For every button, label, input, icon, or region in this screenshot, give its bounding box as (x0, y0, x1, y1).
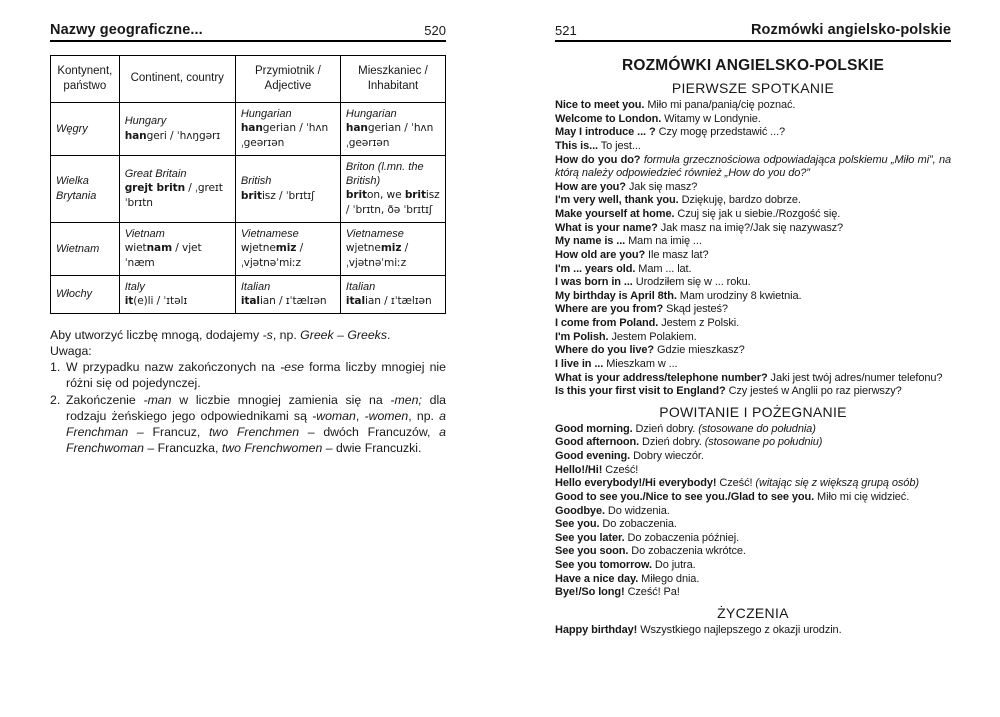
phrase-english: I was born in ... (555, 276, 633, 289)
section-heading: POWITANIE I POŻEGNANIE (659, 403, 847, 420)
phrase-polish: Jestem Polakiem. (611, 330, 697, 343)
phrase-entry (555, 290, 951, 304)
phonetic-transcription: wjetnemiz / ˌvjətnəˈmiːz (345, 242, 409, 269)
phonetic-transcription: italian / ɪˈtælɪən (240, 294, 327, 307)
note-item (50, 359, 446, 391)
phrase-english: I live in ... (555, 357, 604, 370)
phrase-polish: Jak się masz? (628, 180, 698, 193)
phrase-polish: Do zobaczenia. (602, 518, 677, 531)
phrase-polish: Dzień dobry. (stosowane po południu) (642, 436, 823, 449)
phrase-entry (555, 372, 951, 386)
english-word: British (240, 175, 272, 188)
country-cell (119, 222, 235, 275)
table-row (51, 275, 446, 313)
country-cell (119, 102, 235, 155)
english-word: Italian (240, 280, 271, 293)
geography-table-header-row (51, 56, 446, 103)
phrase-entry (555, 113, 951, 127)
note-item (50, 392, 446, 457)
phrase-entry (555, 344, 951, 358)
phrase-english: Welcome to London. (555, 112, 662, 125)
phrase-entry (555, 276, 951, 290)
phrase-english: Good afternoon. (555, 436, 640, 449)
phrase-polish: Mieszkam w ... (606, 357, 678, 370)
phrase-polish: Wszystkiego najlepszego z okazji urodzin. (640, 623, 842, 636)
note-item-number: 1. (50, 360, 61, 375)
phrase-polish: Dziękuję, bardzo dobrze. (681, 194, 801, 207)
uwaga-label: Uwaga: (50, 343, 92, 358)
phrase-polish: Cześć! Pa! (627, 586, 680, 599)
phrase-english: Make yourself at home. (555, 208, 675, 220)
english-word: Hungarian (345, 107, 397, 120)
phrase-polish: Do widzenia. (607, 504, 670, 517)
english-word: Hungarian (240, 107, 292, 120)
phrase-entry (555, 573, 951, 587)
phrasebook-title: ROZMÓWKI ANGIELSKO-POLSKIE (621, 57, 885, 74)
geography-column-header: Przymiotnik / Adjective (235, 56, 340, 103)
phrase-english: I come from Poland. (555, 317, 659, 329)
phrase-entry (555, 249, 951, 263)
table-row (51, 155, 446, 222)
phrase-polish: Cześć! (witając się z większą grupą osób) (719, 477, 919, 490)
phrase-entry (555, 624, 951, 638)
adjective-cell (235, 155, 340, 222)
table-row (51, 222, 446, 275)
adjective-cell (235, 102, 340, 155)
phrase-entry (555, 208, 951, 222)
geography-column-header: Continent, country (119, 56, 235, 103)
phrase-entry (555, 263, 951, 277)
phrase-english: What is your address/telephone number? (555, 371, 768, 384)
adjective-cell (235, 222, 340, 275)
note-item-number: 2. (50, 392, 61, 407)
phrase-english: See you soon. (555, 545, 629, 558)
section-heading: PIERWSZE SPOTKANIE (671, 80, 835, 96)
country-cell (119, 155, 235, 222)
inhabitant-cell (340, 222, 445, 275)
phonetic-transcription: briton, we britisz / ˈbrɪtn, ðə ˈbrɪtɪʃ (345, 189, 440, 217)
phrase-entry (555, 559, 951, 573)
inhabitant-cell (340, 102, 445, 155)
phrase-entry (555, 317, 951, 331)
phrase-entry (555, 491, 951, 505)
phrase-polish: Czy jesteś w Anglii po raz pierwszy? (728, 385, 902, 398)
phrase-entry (555, 505, 951, 519)
phrase-polish: Mam ... lat. (638, 262, 692, 275)
phrase-polish: Miłego dnia. (641, 572, 700, 585)
phrase-polish: Jestem z Polski. (661, 317, 740, 329)
phrase-entry (555, 436, 951, 450)
phrase-entry (555, 222, 951, 236)
phrase-entry (555, 358, 951, 372)
table-row (51, 102, 446, 155)
phrase-polish: Mam na imię ... (628, 235, 702, 248)
phrase-polish: Mam urodziny 8 kwietnia. (679, 289, 802, 302)
phrase-english: How do you do? (555, 153, 641, 166)
phrase-entry (555, 303, 951, 317)
phrase-entry (555, 331, 951, 345)
phrase-entry (555, 235, 951, 249)
phrase-english: Happy birthday! (555, 623, 638, 636)
phrase-english: How old are you? (555, 248, 646, 261)
phrase-english: How are you? (555, 180, 626, 193)
page-right (555, 22, 951, 638)
phrase-english: I'm Polish. (555, 330, 609, 343)
geography-table-body (51, 102, 446, 313)
geography-column-header: Kontynent, państwo (51, 56, 120, 103)
english-word: Great Britain (124, 167, 187, 180)
phrase-entry (555, 126, 951, 140)
english-word: Vietnamese (345, 227, 404, 240)
english-word: Briton (l.mn. the British) (345, 160, 424, 187)
phrase-entry (555, 194, 951, 208)
country-name-pl: Wielka Brytania (51, 155, 120, 222)
phrase-entry (555, 545, 951, 559)
inhabitant-cell (340, 275, 445, 313)
left-running-title: Nazwy geograficzne... (50, 22, 203, 38)
phrase-english: This is... (555, 139, 599, 152)
phrase-english: See you later. (555, 531, 625, 544)
country-name-pl: Wietnam (51, 222, 120, 275)
phrase-entry (555, 423, 951, 437)
right-page-number: 521 (555, 23, 577, 38)
phrase-entry (555, 140, 951, 154)
phrase-english: Nice to meet you. (555, 99, 645, 111)
phrase-english: Where are you from? (555, 303, 664, 316)
geography-column-header: Mieszkaniec / Inhabitant (340, 56, 445, 103)
phrase-polish: formuła grzecznościowa odpowiadająca polskiemu „Miło mi”, na którą należy odpowiedzieć również „How do you do?” (555, 153, 951, 180)
section-heading: ŻYCZENIA (717, 604, 789, 621)
phrase-polish: Miło mi pana/panią/cię poznać. (647, 99, 796, 111)
phrase-english: My name is ... (555, 235, 626, 248)
phrase-english: Goodbye. (555, 504, 605, 517)
plural-notes (50, 327, 446, 457)
phrase-polish: Czy mogę przedstawić ...? (658, 126, 786, 139)
phrase-english: Bye!/So long! (555, 586, 625, 599)
phrase-polish: Czuj się jak u siebie./Rozgość się. (677, 208, 841, 220)
phrase-polish: Dzień dobry. (stosowane do południa) (635, 422, 816, 435)
note-item-text: Zakończenie -man w liczbie mnogiej zamienia się na -men; dla rodzaju żeńskiego jego odpowiednikami są -woman, -women, np. a Frenchman – Francuz, two Frenchmen – dwóch Francuzów, a Frenchwoman – Francuzka, two Frenchwomen – dwie Francuzki. (66, 392, 447, 456)
geography-table (50, 55, 446, 314)
phrase-english: Good evening. (555, 450, 631, 462)
phrase-entry (555, 181, 951, 195)
country-name-pl: Włochy (51, 275, 120, 313)
phrase-polish: Urodziłem się w ... roku. (635, 276, 751, 289)
right-running-title: Rozmówki angielsko-polskie (750, 22, 951, 38)
phrase-sections (555, 80, 951, 638)
phrase-english: Is this your first visit to England? (555, 385, 726, 398)
phrase-entry (555, 464, 951, 478)
phrase-polish: Do zobaczenia wkrótce. (631, 545, 746, 558)
phrase-english: May I introduce ... ? (555, 126, 656, 139)
left-running-head (50, 22, 446, 42)
phrase-polish: Do jutra. (654, 559, 696, 571)
english-word: Vietnam (124, 227, 165, 240)
phonetic-transcription: hangeri / ˈhʌŋgərɪ (124, 129, 221, 142)
phrase-entry (555, 99, 951, 113)
phrase-polish: Skąd jesteś? (666, 303, 728, 316)
phrase-english: Good to see you./Nice to see you./Glad to see you. (555, 490, 815, 503)
phonetic-transcription: wjetnemiz / ˌvjətnəˈmiːz (240, 242, 304, 269)
phrase-english: Have a nice day. (555, 572, 639, 585)
plural-rule-intro: Aby utworzyć liczbę mnogą, dodajemy -s, np. Greek – Greeks. (50, 327, 391, 342)
phrase-polish: To jest... (600, 139, 641, 152)
phrase-entry (555, 450, 951, 464)
inhabitant-cell (340, 155, 445, 222)
phrase-english: Where do you live? (555, 344, 655, 357)
phrase-polish: Ile masz lat? (648, 248, 709, 261)
english-word: Vietnamese (240, 227, 299, 240)
phrase-polish: Witamy w Londynie. (664, 112, 761, 125)
country-cell (119, 275, 235, 313)
adjective-cell (235, 275, 340, 313)
page-left (50, 22, 446, 456)
phrase-polish: Miło mi cię widzieć. (817, 490, 910, 503)
phrase-polish: Cześć! (605, 463, 639, 476)
phrase-entry (555, 385, 951, 399)
phrase-english: My birthday is April 8th. (555, 289, 677, 302)
english-word: Italian (345, 280, 376, 293)
country-name-pl: Węgry (51, 102, 120, 155)
phrase-polish: Jak masz na imię?/Jak się nazywasz? (660, 221, 844, 234)
phrase-entry (555, 518, 951, 532)
phrase-polish: Dobry wieczór. (633, 450, 704, 462)
phrase-english: Hello everybody!/Hi everybody! (555, 477, 717, 490)
phrase-english: See you tomorrow. (555, 559, 652, 571)
phrase-entry (555, 154, 951, 181)
left-page-number: 520 (424, 23, 446, 38)
phonetic-transcription: hangerian / ˈhʌnˌgeərɪən (240, 122, 329, 149)
phrase-polish: Jaki jest twój adres/numer telefonu? (770, 371, 943, 384)
english-word: Hungary (124, 115, 167, 128)
phrase-entry (555, 532, 951, 546)
phrase-polish: Do zobaczenia później. (627, 531, 740, 544)
phrase-entry (555, 586, 951, 600)
phrase-english: Hello!/Hi! (555, 463, 603, 476)
phrase-english: I'm very well, thank you. (555, 194, 679, 207)
phrase-english: I'm ... years old. (555, 262, 636, 275)
phonetic-transcription: britisz / ˈbrɪtɪʃ (240, 189, 315, 202)
phonetic-transcription: it(e)li / ˈɪtəlɪ (124, 294, 188, 307)
phonetic-transcription: grejt britn / ˌgreɪt ˈbrɪtn (124, 182, 223, 209)
phonetic-transcription: wietnam / vjetˈnæm (124, 242, 202, 269)
phrase-english: What is your name? (555, 221, 658, 234)
phrase-entry (555, 477, 951, 491)
phonetic-transcription: italian / ɪˈtælɪən (345, 294, 432, 307)
right-running-head (555, 22, 951, 42)
phonetic-transcription: hangerian / ˈhʌnˌgeərɪən (345, 122, 434, 149)
phrase-english: Good morning. (555, 422, 633, 435)
phrase-english: See you. (555, 518, 600, 531)
english-word: Italy (124, 280, 145, 293)
phrase-polish: Gdzie mieszkasz? (657, 344, 745, 357)
note-item-text: W przypadku nazw zakończonych na -ese forma liczby mnogiej nie różni się od pojedynczej. (66, 360, 446, 391)
